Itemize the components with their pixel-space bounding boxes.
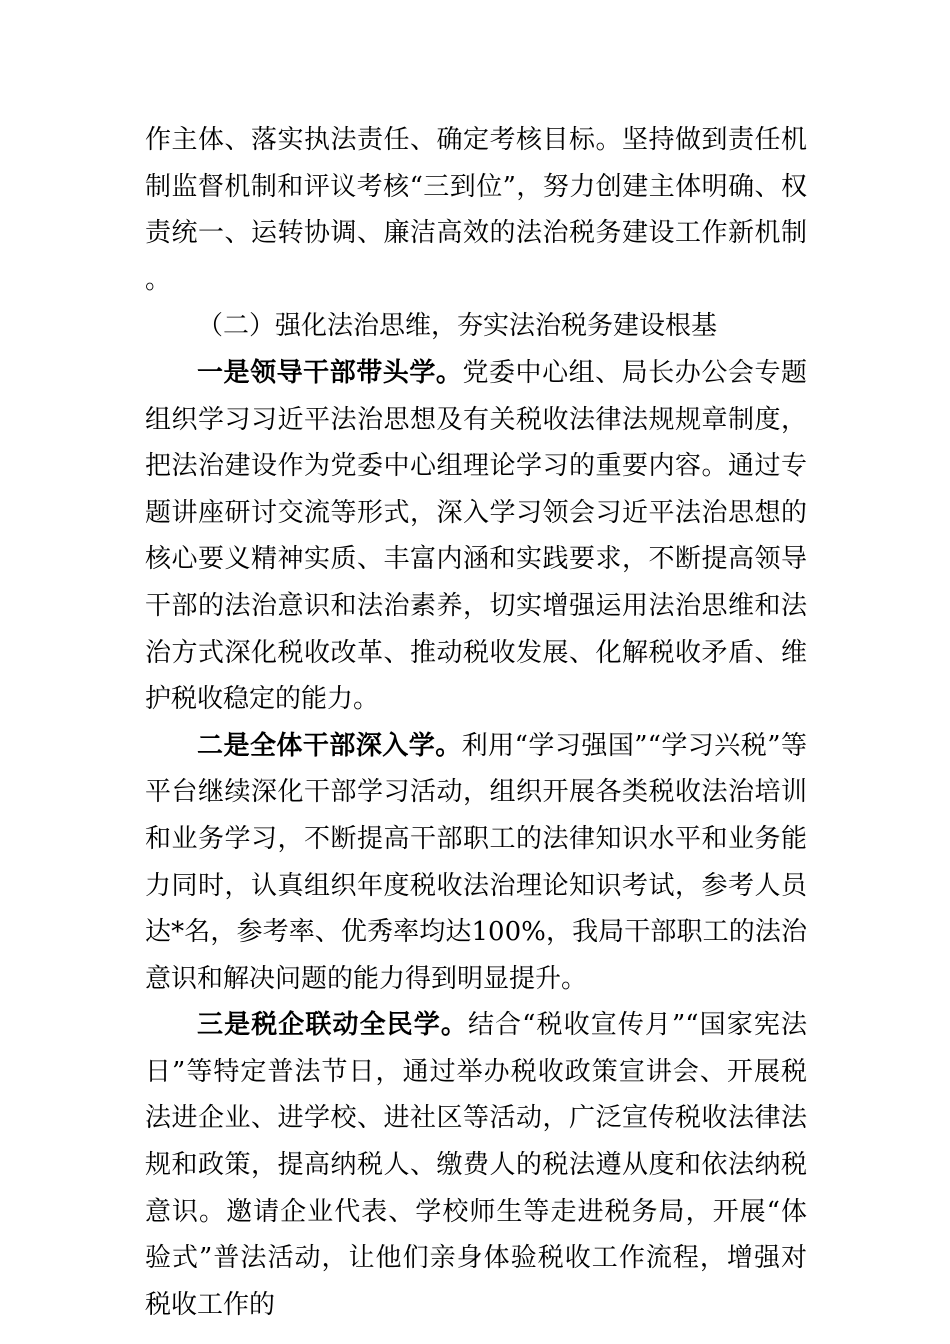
paragraph-lead: 二是全体干部深入学。 — [197, 730, 462, 761]
paragraph-lead: 一是领导干部带头学。 — [197, 357, 463, 388]
paragraph-text: 党委中心组、局长办公会专题组织学习习近平法治思想及有关税收法律法规规章制度，把法治建设作为党委中心组理论学习的重要内容。通过专题讲座研讨交流等形式，深入学习领会习近平法治思想的核心要义精神实质、丰富内涵和实践要求，不断提高领导干部的法治意识和法治素养，切实增强运用法治思维和法治方式深化税收改革、推动税收发展、化解税收矛盾、维护税收稳定的能力。 — [145, 357, 807, 715]
paragraph-lead: 三是税企联动全民学。 — [197, 1010, 468, 1041]
section-heading — [145, 303, 807, 350]
document-page — [145, 117, 807, 1328]
paragraph-text: 作主体、落实执法责任、确定考核目标。坚持做到责任机制监督机制和评议考核“三到位”，努力创建主体明确、权责统一、运转协调、廉洁高效的法治税务建设工作新机制。 — [145, 125, 807, 295]
paragraph-leaders-study — [145, 350, 807, 723]
section-heading-text: （二）强化法治思维，夯实法治税务建设根基 — [197, 311, 718, 342]
paragraph-text: 利用“学习强国”“学习兴税”等平台继续深化干部学习活动，组织开展各类税收法治培训和业务学习，不断提高干部职工的法律知识水平和业务能力同时，认真组织年度税收法治理论知识考试，参考人员达*名，参考率、优秀率均达100%，我局干部职工的法治意识和解决问题的能力得到明显提升。 — [145, 730, 807, 994]
paragraph-continuation — [145, 117, 807, 303]
paragraph-cadres-study — [145, 723, 807, 1003]
paragraph-public-study — [145, 1002, 807, 1328]
paragraph-text: 结合“税收宣传月”“国家宪法日”等特定普法节日，通过举办税收政策宣讲会、开展税法进企业、进学校、进社区等活动，广泛宣传税收法律法规和政策，提高纳税人、缴费人的税法遵从度和依法纳税意识。邀请企业代表、学校师生等走进税务局，开展“体验式”普法活动，让他们亲身体验税收工作流程，增强对税收工作的 — [145, 1010, 807, 1320]
